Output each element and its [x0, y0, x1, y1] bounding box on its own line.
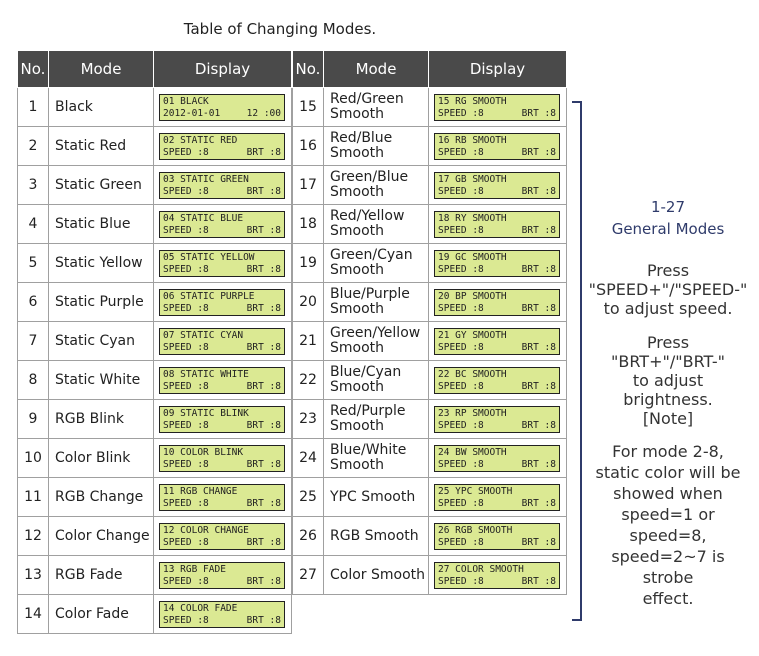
lcd-line-1: 10 COLOR BLINK [163, 446, 244, 458]
table-row [293, 88, 567, 127]
lcd-line-2 [163, 108, 281, 120]
table-row [293, 322, 567, 361]
lcd-line-1: 16 RB SMOOTH [438, 134, 507, 146]
mode-number: 21 [293, 322, 324, 361]
lcd-line-1: 03 STATIC GREEN [163, 173, 249, 185]
header-display: Display [429, 51, 567, 88]
table-row [293, 361, 567, 400]
mode-number: 20 [293, 283, 324, 322]
lcd-left-value: SPEED :8 [438, 302, 484, 314]
lcd-right-value: BRT :8 [521, 185, 556, 197]
lcd-line-2 [163, 225, 281, 237]
lcd-display [159, 211, 285, 238]
lcd-line-1: 02 STATIC RED [163, 134, 238, 146]
speed-line-2: "SPEED+"/"SPEED-" [588, 280, 748, 299]
brt-line-3: to adjust brightness. [623, 371, 713, 409]
lcd-display [159, 133, 285, 160]
lcd-right-value: BRT :8 [521, 419, 556, 431]
lcd-display [159, 523, 285, 550]
mode-name: Green/Cyan Smooth [324, 244, 429, 283]
lcd-line-1: 14 COLOR FADE [163, 602, 238, 614]
lcd-display [159, 328, 285, 355]
lcd-line-2 [163, 264, 281, 276]
mode-display [154, 166, 292, 205]
header-mode: Mode [49, 51, 154, 88]
modes-table-left [17, 50, 292, 634]
mode-name: Red/Purple Smooth [324, 400, 429, 439]
table-row [293, 478, 567, 517]
lcd-right-value: BRT :8 [246, 146, 281, 158]
lcd-right-value: 12 :00 [246, 107, 281, 119]
lcd-line-2 [438, 147, 556, 159]
lcd-line-2 [438, 537, 556, 549]
lcd-display [434, 289, 560, 316]
mode-name: Blue/Purple Smooth [324, 283, 429, 322]
lcd-line-1: 25 YPC SMOOTH [438, 485, 513, 497]
mode-number: 18 [293, 205, 324, 244]
note-line-2: static color will be [595, 463, 741, 482]
mode-name: Static Purple [49, 283, 154, 322]
table-row [293, 517, 567, 556]
lcd-display [434, 562, 560, 589]
lcd-line-2 [163, 186, 281, 198]
table-header [18, 51, 292, 88]
lcd-line-1: 23 RP SMOOTH [438, 407, 507, 419]
lcd-line-1: 15 RG SMOOTH [438, 95, 507, 107]
mode-number: 14 [18, 595, 49, 634]
range-bracket [572, 101, 582, 621]
lcd-right-value: BRT :8 [246, 341, 281, 353]
lcd-line-2 [438, 576, 556, 588]
table-row [293, 283, 567, 322]
lcd-line-1: 26 RGB SMOOTH [438, 524, 513, 536]
mode-name: Static Red [49, 127, 154, 166]
table-row [293, 127, 567, 166]
lcd-display [159, 289, 285, 316]
brt-line-1: Press [646, 333, 690, 352]
table-row [18, 517, 292, 556]
table-row [18, 322, 292, 361]
mode-number: 19 [293, 244, 324, 283]
lcd-line-2 [163, 342, 281, 354]
table-row [293, 166, 567, 205]
lcd-right-value: BRT :8 [521, 380, 556, 392]
mode-display [429, 88, 567, 127]
lcd-line-2 [163, 420, 281, 432]
lcd-line-2 [163, 381, 281, 393]
lcd-line-1: 21 GY SMOOTH [438, 329, 507, 341]
lcd-display [159, 94, 285, 121]
note-line-4: speed=1 or speed=8, [621, 505, 715, 545]
lcd-line-2 [438, 264, 556, 276]
lcd-left-value: SPEED :8 [163, 380, 209, 392]
mode-display [154, 127, 292, 166]
table-row [18, 244, 292, 283]
lcd-display [159, 562, 285, 589]
brt-line-2: "BRT+"/"BRT-" [611, 352, 725, 371]
mode-name: Black [49, 88, 154, 127]
side-notes [588, 196, 748, 240]
mode-name: Color Change [49, 517, 154, 556]
lcd-left-value: SPEED :8 [438, 107, 484, 119]
lcd-display [434, 94, 560, 121]
table-row [18, 361, 292, 400]
mode-number: 7 [18, 322, 49, 361]
mode-name: RGB Smooth [324, 517, 429, 556]
table-row [18, 166, 292, 205]
mode-number: 24 [293, 439, 324, 478]
header-no: No. [18, 51, 49, 88]
lcd-line-1: 05 STATIC YELLOW [163, 251, 255, 263]
lcd-line-1: 27 COLOR SMOOTH [438, 563, 524, 575]
mode-number: 2 [18, 127, 49, 166]
table-row [293, 244, 567, 283]
mode-display [154, 478, 292, 517]
general-modes-heading: General Modes [611, 220, 725, 238]
lcd-line-1: 13 RGB FADE [163, 563, 226, 575]
lcd-right-value: BRT :8 [246, 224, 281, 236]
mode-number: 4 [18, 205, 49, 244]
table-row [293, 400, 567, 439]
lcd-right-value: BRT :8 [246, 575, 281, 587]
lcd-line-1: 24 BW SMOOTH [438, 446, 507, 458]
lcd-display [434, 523, 560, 550]
lcd-line-1: 17 GB SMOOTH [438, 173, 507, 185]
lcd-left-value: SPEED :8 [163, 263, 209, 275]
lcd-left-value: SPEED :8 [438, 497, 484, 509]
mode-display [154, 556, 292, 595]
lcd-line-1: 07 STATIC CYAN [163, 329, 244, 341]
mode-number: 8 [18, 361, 49, 400]
note-text [588, 441, 748, 609]
lcd-right-value: BRT :8 [521, 107, 556, 119]
lcd-line-2 [438, 420, 556, 432]
header-no: No. [293, 51, 324, 88]
mode-display [154, 88, 292, 127]
mode-number: 16 [293, 127, 324, 166]
note-line-5: speed=2~7 is strobe [611, 547, 725, 587]
lcd-display [434, 328, 560, 355]
mode-number: 3 [18, 166, 49, 205]
lcd-line-1: 20 BP SMOOTH [438, 290, 507, 302]
mode-name: Static Green [49, 166, 154, 205]
mode-number: 12 [18, 517, 49, 556]
table-row [293, 439, 567, 478]
lcd-line-2 [438, 225, 556, 237]
brightness-instructions [588, 333, 748, 409]
lcd-right-value: BRT :8 [521, 146, 556, 158]
lcd-line-2 [163, 537, 281, 549]
mode-display [154, 400, 292, 439]
lcd-line-1: 08 STATIC WHITE [163, 368, 249, 380]
note-label: [Note] [642, 409, 694, 428]
mode-name: Blue/White Smooth [324, 439, 429, 478]
note-line-6: effect. [642, 589, 694, 608]
lcd-right-value: BRT :8 [521, 458, 556, 470]
lcd-line-2 [163, 459, 281, 471]
lcd-right-value: BRT :8 [246, 458, 281, 470]
lcd-line-1: 09 STATIC BLINK [163, 407, 249, 419]
lcd-line-2 [163, 303, 281, 315]
lcd-left-value: SPEED :8 [163, 341, 209, 353]
mode-name: Static Blue [49, 205, 154, 244]
mode-name: Red/Green Smooth [324, 88, 429, 127]
lcd-right-value: BRT :8 [246, 419, 281, 431]
mode-number: 13 [18, 556, 49, 595]
table-row [18, 556, 292, 595]
lcd-display [434, 406, 560, 433]
table-row [293, 205, 567, 244]
mode-number: 11 [18, 478, 49, 517]
lcd-line-1: 06 STATIC PURPLE [163, 290, 255, 302]
lcd-left-value: SPEED :8 [438, 575, 484, 587]
mode-name: Color Blink [49, 439, 154, 478]
mode-name: Static Cyan [49, 322, 154, 361]
lcd-display [434, 484, 560, 511]
lcd-left-value: SPEED :8 [438, 536, 484, 548]
mode-display [154, 517, 292, 556]
lcd-line-2 [438, 381, 556, 393]
mode-name: YPC Smooth [324, 478, 429, 517]
mode-number: 10 [18, 439, 49, 478]
lcd-line-2 [438, 342, 556, 354]
lcd-display [159, 172, 285, 199]
lcd-right-value: BRT :8 [246, 263, 281, 275]
note-line-3: showed when [613, 484, 723, 503]
mode-display [429, 556, 567, 595]
lcd-left-value: SPEED :8 [438, 380, 484, 392]
mode-display [429, 244, 567, 283]
mode-name: RGB Change [49, 478, 154, 517]
mode-display [154, 361, 292, 400]
lcd-right-value: BRT :8 [246, 302, 281, 314]
mode-display [154, 595, 292, 634]
lcd-display [434, 367, 560, 394]
lcd-right-value: BRT :8 [246, 614, 281, 626]
lcd-line-2 [163, 576, 281, 588]
table-row [18, 478, 292, 517]
lcd-left-value: SPEED :8 [438, 263, 484, 275]
header-display: Display [154, 51, 292, 88]
lcd-line-2 [438, 303, 556, 315]
modes-table-right [292, 50, 567, 595]
range-label: 1-27 [650, 198, 686, 216]
lcd-line-1: 18 RY SMOOTH [438, 212, 507, 224]
lcd-display [434, 445, 560, 472]
lcd-right-value: BRT :8 [246, 497, 281, 509]
lcd-display [434, 172, 560, 199]
table-row [18, 88, 292, 127]
lcd-left-value: SPEED :8 [438, 185, 484, 197]
mode-display [429, 283, 567, 322]
mode-display [429, 517, 567, 556]
lcd-display [159, 250, 285, 277]
mode-number: 22 [293, 361, 324, 400]
mode-name: RGB Fade [49, 556, 154, 595]
mode-number: 9 [18, 400, 49, 439]
mode-number: 6 [18, 283, 49, 322]
header-mode: Mode [324, 51, 429, 88]
table-row [18, 439, 292, 478]
lcd-right-value: BRT :8 [521, 224, 556, 236]
mode-display [429, 205, 567, 244]
mode-name: Blue/Cyan Smooth [324, 361, 429, 400]
table-header [293, 51, 567, 88]
lcd-right-value: BRT :8 [246, 536, 281, 548]
lcd-left-value: SPEED :8 [438, 419, 484, 431]
lcd-right-value: BRT :8 [521, 575, 556, 587]
mode-name: Green/Blue Smooth [324, 166, 429, 205]
mode-display [154, 205, 292, 244]
mode-display [429, 127, 567, 166]
lcd-display [434, 133, 560, 160]
lcd-display [159, 406, 285, 433]
lcd-left-value: SPEED :8 [163, 614, 209, 626]
lcd-display [159, 484, 285, 511]
mode-name: Static Yellow [49, 244, 154, 283]
table-row [18, 127, 292, 166]
lcd-line-1: 04 STATIC BLUE [163, 212, 244, 224]
lcd-right-value: BRT :8 [246, 185, 281, 197]
lcd-display [434, 250, 560, 277]
lcd-left-value: SPEED :8 [163, 497, 209, 509]
lcd-display [159, 601, 285, 628]
lcd-left-value: SPEED :8 [438, 146, 484, 158]
lcd-right-value: BRT :8 [521, 302, 556, 314]
table-row [18, 205, 292, 244]
mode-display [154, 244, 292, 283]
mode-number: 17 [293, 166, 324, 205]
lcd-line-2 [438, 459, 556, 471]
lcd-line-1: 12 COLOR CHANGE [163, 524, 249, 536]
mode-display [429, 166, 567, 205]
lcd-line-1: 22 BC SMOOTH [438, 368, 507, 380]
mode-number: 25 [293, 478, 324, 517]
lcd-right-value: BRT :8 [521, 263, 556, 275]
lcd-display [159, 367, 285, 394]
page-title: Table of Changing Modes. [183, 20, 377, 38]
lcd-left-value: SPEED :8 [163, 146, 209, 158]
mode-display [429, 478, 567, 517]
lcd-right-value: BRT :8 [521, 536, 556, 548]
mode-display [154, 322, 292, 361]
mode-number: 5 [18, 244, 49, 283]
lcd-left-value: 2012-01-01 [163, 107, 221, 119]
lcd-left-value: SPEED :8 [163, 419, 209, 431]
mode-name: Red/Yellow Smooth [324, 205, 429, 244]
lcd-line-2 [163, 498, 281, 510]
mode-number: 1 [18, 88, 49, 127]
lcd-left-value: SPEED :8 [163, 575, 209, 587]
lcd-line-2 [438, 498, 556, 510]
mode-number: 23 [293, 400, 324, 439]
lcd-line-1: 11 RGB CHANGE [163, 485, 238, 497]
lcd-line-2 [438, 108, 556, 120]
lcd-right-value: BRT :8 [246, 380, 281, 392]
speed-line-3: to adjust speed. [603, 299, 733, 318]
mode-name: Color Smooth [324, 556, 429, 595]
lcd-left-value: SPEED :8 [163, 302, 209, 314]
lcd-left-value: SPEED :8 [438, 458, 484, 470]
note-line-1: For mode 2-8, [612, 442, 724, 461]
lcd-display [434, 211, 560, 238]
lcd-left-value: SPEED :8 [163, 536, 209, 548]
mode-display [429, 361, 567, 400]
mode-display [154, 283, 292, 322]
mode-name: Green/Yellow Smooth [324, 322, 429, 361]
mode-number: 26 [293, 517, 324, 556]
lcd-line-2 [163, 147, 281, 159]
mode-display [429, 322, 567, 361]
mode-name: RGB Blink [49, 400, 154, 439]
mode-name: Static White [49, 361, 154, 400]
table-row [18, 595, 292, 634]
lcd-left-value: SPEED :8 [163, 185, 209, 197]
mode-display [429, 400, 567, 439]
speed-instructions [588, 261, 748, 318]
speed-line-1: Press [646, 261, 690, 280]
lcd-line-1: 01 BLACK [163, 95, 209, 107]
mode-number: 15 [293, 88, 324, 127]
mode-name: Red/Blue Smooth [324, 127, 429, 166]
table-row [18, 283, 292, 322]
lcd-line-2 [163, 615, 281, 627]
mode-name: Color Fade [49, 595, 154, 634]
lcd-line-2 [438, 186, 556, 198]
lcd-right-value: BRT :8 [521, 341, 556, 353]
table-row [18, 400, 292, 439]
mode-number: 27 [293, 556, 324, 595]
lcd-display [159, 445, 285, 472]
mode-display [429, 439, 567, 478]
table-row [293, 556, 567, 595]
lcd-left-value: SPEED :8 [163, 458, 209, 470]
mode-display [154, 439, 292, 478]
lcd-left-value: SPEED :8 [163, 224, 209, 236]
lcd-line-1: 19 GC SMOOTH [438, 251, 507, 263]
lcd-left-value: SPEED :8 [438, 341, 484, 353]
lcd-right-value: BRT :8 [521, 497, 556, 509]
lcd-left-value: SPEED :8 [438, 224, 484, 236]
